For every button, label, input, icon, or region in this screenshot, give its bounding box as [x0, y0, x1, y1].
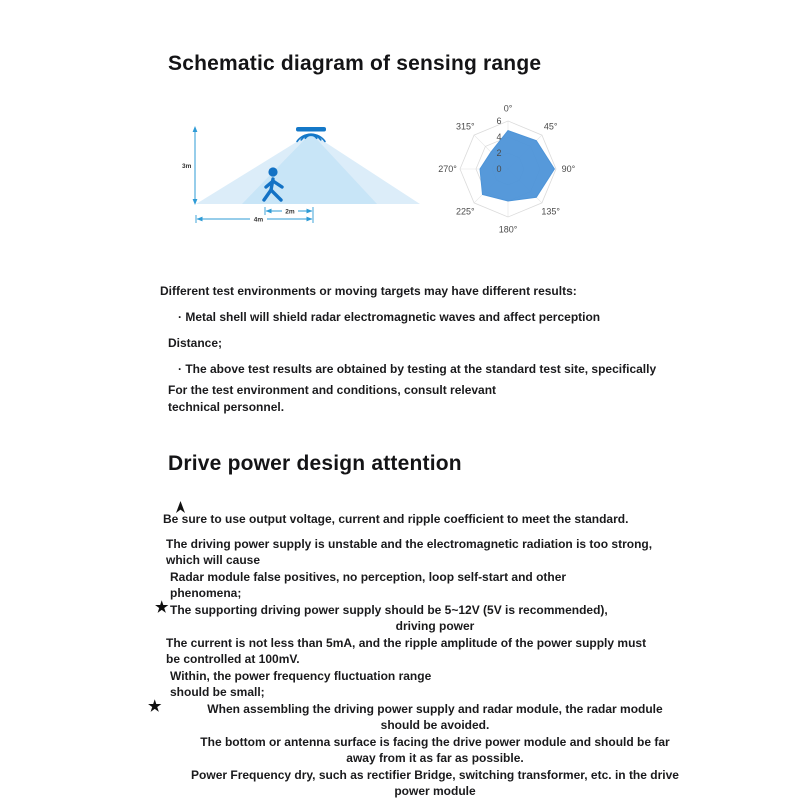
radar-angle-label: 315° — [455, 121, 475, 132]
star-icon: ★ — [148, 698, 162, 715]
note-line: which will cause — [166, 553, 261, 567]
radar-angle-label: 135° — [541, 206, 561, 217]
radar-radial-tick: 4 — [496, 132, 502, 142]
radar-data-polygon — [480, 131, 554, 201]
sensing-range-figure — [0, 0, 800, 260]
radar-radial-tick: 6 — [496, 116, 502, 126]
note-line: power module — [394, 784, 476, 798]
note-line: be controlled at 100mV. — [166, 652, 300, 666]
radar-angle-label: 225° — [455, 206, 475, 217]
radar-angle-label: 45° — [543, 121, 558, 132]
note-line: Within, the power frequency fluctuation range — [170, 668, 432, 683]
radar-angle-label: 90° — [561, 164, 576, 174]
note-line: away from it as far as possible. — [346, 751, 524, 765]
note-line: should be avoided. — [380, 718, 490, 732]
note-line: Radar module false positives, no perception, loop self-start and other — [170, 569, 567, 584]
sensing-range-title: Schematic diagram of sensing range — [168, 52, 542, 75]
note-line: Power Frequency dry, such as rectifier Bridge, switching transformer, etc. in the drive — [191, 767, 679, 782]
radar-radial-tick: 2 — [496, 148, 502, 158]
side-view-diagram — [172, 100, 422, 240]
note-line: Distance; — [168, 336, 223, 350]
radar-angle-label: 0° — [503, 103, 513, 114]
note-line: The supporting driving power supply should be 5~12V (5V is recommended), — [170, 602, 608, 617]
outer-width-label: 4m — [253, 216, 264, 224]
note-line: driving power — [395, 619, 475, 633]
radar-range-chart — [430, 93, 590, 243]
note-line: When assembling the driving power supply and radar module, the radar module — [207, 701, 663, 716]
note-line: should be small; — [170, 685, 265, 699]
star-icon: ★ — [155, 599, 169, 616]
radar-angle-label: 180° — [498, 224, 518, 235]
radar-radial-tick: 0 — [496, 164, 502, 174]
note-line: Be sure to use output voltage, current and ripple coefficient to meet the standard. — [163, 512, 629, 526]
drive-power-title: Drive power design attention — [168, 452, 462, 475]
test-environment-notes — [140, 283, 730, 416]
note-line: The current is not less than 5mA, and the ripple amplitude of the power supply must — [166, 635, 647, 650]
note-line: Different test environments or moving targets may have different results: — [160, 284, 577, 298]
note-line: The bottom or antenna surface is facing the drive power module and should be far — [200, 734, 670, 749]
radar-angle-label: 270° — [438, 164, 457, 174]
note-line: · The above test results are obtained by testing at the standard test site, specifically — [178, 362, 657, 376]
note-line: · Metal shell will shield radar electromagnetic waves and affect perception — [178, 310, 601, 324]
note-line: technical personnel. — [168, 400, 285, 414]
height-label: 3m — [182, 163, 192, 170]
inner-width-label: 2m — [285, 208, 295, 216]
note-line: For the test environment and conditions, consult relevant — [168, 383, 497, 397]
note-line: phenomena; — [170, 586, 242, 600]
note-line: The driving power supply is unstable and the electromagnetic radiation is too strong, — [166, 536, 653, 551]
sensor-icon — [296, 127, 326, 132]
drive-power-notes — [140, 511, 730, 800]
